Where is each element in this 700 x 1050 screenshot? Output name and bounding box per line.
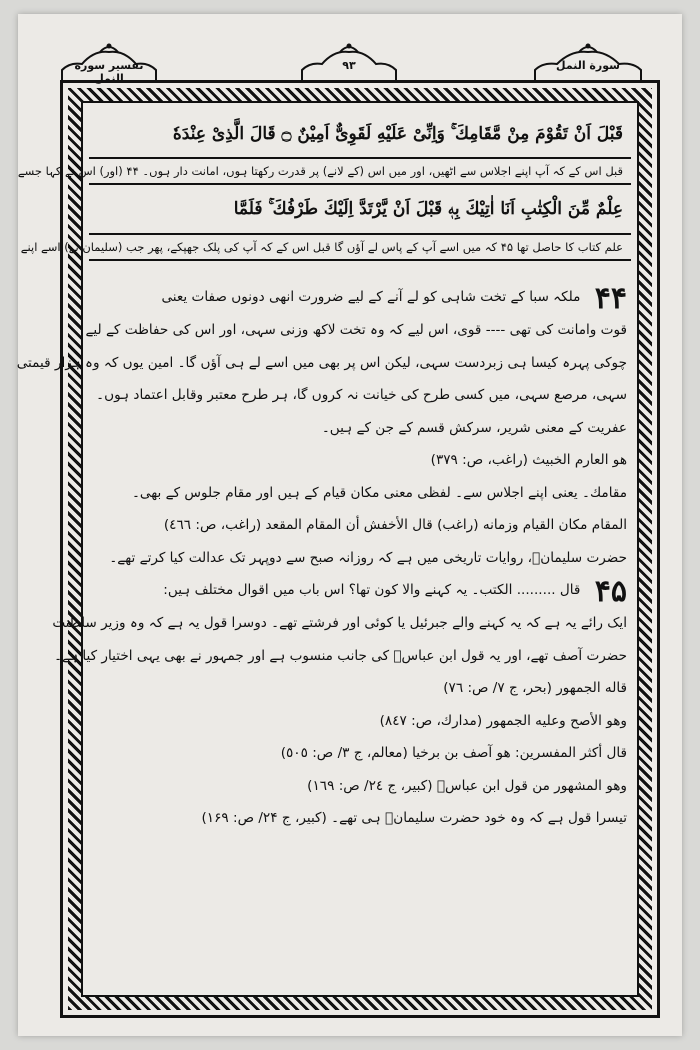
quran-line-2 [89, 185, 631, 235]
header-cap-right [533, 42, 643, 84]
note-44-line-1 [93, 281, 627, 314]
note-44-marker: ۴۴ [594, 281, 627, 316]
reference-3: قال أكثر المفسرين: هو آصف بن برخيا (معالم، ج ٣/ ص: ٥٠٥) [280, 745, 627, 761]
reference-1: قاله الجمهور (بحر، ج ٧/ ص: ٧٦) [443, 680, 627, 696]
note-45-line-1 [93, 574, 627, 607]
maqam-reference: المقام مكان القيام وزمانه (راغب) قال الأخفش أن المقام المقعد (راغب، ص: ٤٦٦) [163, 517, 627, 533]
page-number: ٩٣ [342, 59, 356, 72]
header-cap-center [300, 42, 398, 84]
page-content [16, 109, 631, 989]
third-view-line: تیسرا قول ہے کہ وہ خود حضرت سلیمانؑ ہی تھے۔ (کبیر، ج ۲۴/ ص: ۱۶۹) [201, 810, 627, 826]
header-cap-left [60, 42, 158, 84]
note-45-line-3: حضرت آصف تھے، اور یہ قول ابن عباسؓ کی جانب منسوب ہے اور جمہور نے بھی یہی اختیار کیا ہے۔ [54, 647, 627, 664]
ornamental-border [16, 80, 660, 1018]
note-45-line-2: ایک رائے یہ ہے کہ یہ کہنے والے جبرئیل یا کوئی اور فرشتے تھے۔ دوسرا قول یہ ہے کہ وہ وزیر سلطنت [52, 615, 627, 631]
translation-line-2 [20, 235, 631, 261]
quran-arabic-1: قَبْلَ اَنْ تَقُوْمَ مِنْ مَّقَامِكَ ۚ وَاِنِّىْ عَلَيْهِ لَقَوِىٌّ اَمِيْنٌ ۝ قَالَ الَّذِىْ عِنْدَهٗ [172, 123, 623, 144]
quran-arabic-2: عِلْمٌ مِّنَ الْكِتٰبِ اَنَا اٰتِيْكَ بِهٖ قَبْلَ اَنْ يَّرْتَدَّ اِلَيْكَ طَرْفُكَ ۚ فَلَمَّا [233, 199, 623, 219]
note-44-text-1: ملکہ سبا کے تخت شاہی کو لے آنے کے لیے ضرورت انھی دونوں صفات یعنی [161, 289, 581, 305]
quran-line-1 [89, 109, 631, 159]
quran-text-box [17, 109, 631, 261]
translation-line-1 [17, 159, 631, 185]
note-44-line-2: قوت وامانت کی تھی ---- قوی، اس لیے کہ وہ تخت لاکھ وزنی سہی، اور اس کی حفاظت کے لیے [85, 322, 627, 338]
quran-urdu-1: قبل اس کے کہ آپ اپنے اجلاس سے اٹھیں، اور میں اس (کے لانے) پر قدرت رکھتا ہوں، امانت دار ہوں۔ ۴۴ (اور) اس نے کہا جسے [17, 164, 623, 178]
commentary [16, 281, 627, 835]
note-44-line-3: چوکی پہرہ کیسا ہی زبردست سہی، لیکن اس پر بھی میں اسے لے ہی آؤں گا۔ امین یوں کہ وہ ہزار قیمتی [16, 354, 627, 371]
header-caption-left: تفسير سورة النمل [74, 59, 144, 85]
book-page [18, 14, 682, 1036]
reference-4: وهو المشهور من قول ابن عباسؓ (كبير، ج ٢٤/ ص: ١٦٩) [307, 777, 627, 794]
header-caption-right: سورة النمل [556, 59, 620, 72]
note-45-marker: ۴۵ [594, 574, 627, 609]
ifrit-line: عفریت کے معنی شریر، سرکش قسم کے جن کے ہیں۔ [321, 419, 627, 436]
maqam-line: مقامك۔ یعنی اپنے اجلاس سے۔ لفظی معنی مکان قیام کے ہیں اور مقام جلوس کے بھی۔ [131, 484, 627, 501]
note-45-text-1: قال ......... الكتب۔ یہ کہنے والا کون تھا؟ اس باب میں اقوال مختلف ہیں: [163, 582, 581, 598]
ifrit-reference: هو العارم الخبيث (راغب، ص: ٣٧٩) [430, 452, 627, 468]
quran-urdu-2: علم کتاب کا حاصل تھا ۴۵ کہ میں اسے آپ کے پاس لے آؤں گا قبل اس کے کہ آپ کی پلک جھپکے، پھر جب (سلیمان نے) اسے اپنے [20, 240, 623, 254]
reference-2: وهو الأصح وعليه الجمهور (مدارك، ص: ٨٤٧) [379, 712, 627, 729]
note-44-line-4: سہی، مرصع سہی، میں کسی طرح کی خیانت نہ کروں گا، ہر طرح معتبر وقابل اعتماد ہوں۔ [96, 387, 627, 403]
sulaiman-line: حضرت سلیمانؑ، روایات تاریخی میں ہے کہ روزانہ صبح سے دوپہر تک عدالت کیا کرتے تھے۔ [109, 549, 627, 566]
